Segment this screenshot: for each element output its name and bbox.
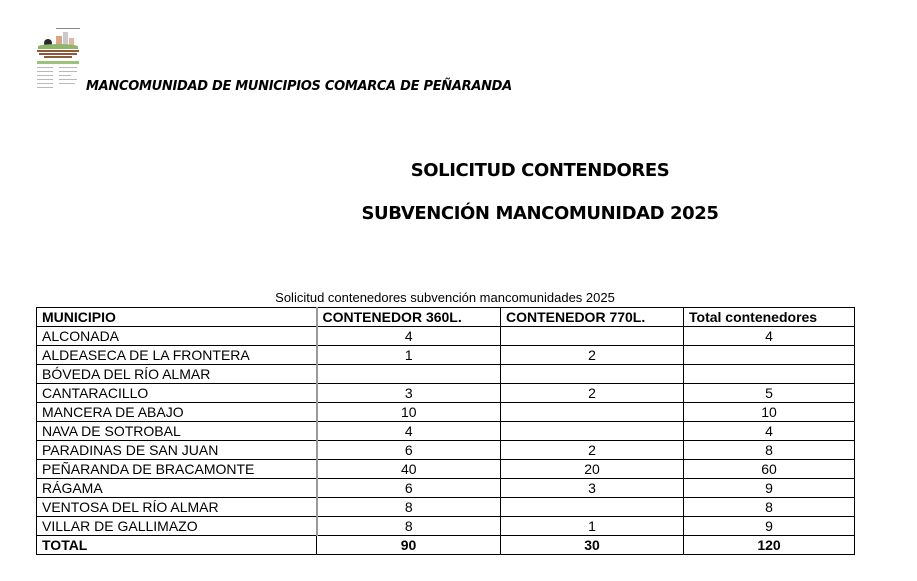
cell-municipio: ALCONADA	[37, 327, 317, 346]
logo-text-line	[44, 56, 72, 58]
logo-list-line	[59, 71, 77, 72]
cell-total-770l: 30	[501, 536, 684, 555]
column-header-total: Total contenedores	[684, 308, 855, 327]
cell-360l: 40	[317, 460, 501, 479]
cell-770l: 2	[501, 346, 684, 365]
cell-municipio: PARADINAS DE SAN JUAN	[37, 441, 317, 460]
cell-770l	[501, 422, 684, 441]
cell-municipio: RÁGAMA	[37, 479, 317, 498]
logo-green-band	[37, 61, 79, 64]
column-header-municipio: MUNICIPIO	[37, 308, 317, 327]
cell-360l: 8	[317, 517, 501, 536]
logo-list-line	[59, 83, 75, 84]
cell-grand-total: 120	[684, 536, 855, 555]
table-header-row	[37, 308, 855, 327]
cell-360l: 3	[317, 384, 501, 403]
table-row	[37, 422, 855, 441]
cell-total: 4	[684, 327, 855, 346]
logo-list-line	[37, 87, 53, 88]
cell-total	[684, 365, 855, 384]
cell-770l: 2	[501, 441, 684, 460]
cell-municipio: VENTOSA DEL RÍO ALMAR	[37, 498, 317, 517]
cell-total-label: TOTAL	[37, 536, 317, 555]
logo-list-line	[37, 75, 53, 76]
cell-total: 5	[684, 384, 855, 403]
cell-total: 10	[684, 403, 855, 422]
table-row	[37, 346, 855, 365]
cell-360l: 8	[317, 498, 501, 517]
cell-770l	[501, 498, 684, 517]
organization-logo	[34, 28, 82, 94]
cell-municipio: BÓVEDA DEL RÍO ALMAR	[37, 365, 317, 384]
cell-total: 8	[684, 498, 855, 517]
cell-770l: 3	[501, 479, 684, 498]
cell-municipio: PEÑARANDA DE BRACAMONTE	[37, 460, 317, 479]
cell-770l: 20	[501, 460, 684, 479]
cell-360l: 6	[317, 441, 501, 460]
cell-360l: 10	[317, 403, 501, 422]
column-header-360l: CONTENEDOR 360L.	[317, 308, 501, 327]
cell-770l: 2	[501, 384, 684, 403]
organization-name: MANCOMUNIDAD DE MUNICIPIOS COMARCA DE PEÑARANDA	[86, 79, 512, 94]
table-row	[37, 384, 855, 403]
table-row	[37, 460, 855, 479]
cell-municipio: VILLAR DE GALLIMAZO	[37, 517, 317, 536]
table-row	[37, 479, 855, 498]
cell-municipio: NAVA DE SOTROBAL	[37, 422, 317, 441]
table-row	[37, 517, 855, 536]
cell-770l	[501, 403, 684, 422]
logo-text-line	[39, 53, 77, 55]
logo-list-line	[37, 67, 53, 68]
cell-total: 9	[684, 517, 855, 536]
table-caption: Solicitud contenedores subvención mancomunidades 2025	[275, 290, 615, 305]
cell-360l: 1	[317, 346, 501, 365]
logo-list-line	[59, 75, 71, 76]
logo-hill-icon	[38, 44, 78, 49]
table-row	[37, 498, 855, 517]
cell-municipio: CANTARACILLO	[37, 384, 317, 403]
cell-municipio: MANCERA DE ABAJO	[37, 403, 317, 422]
column-header-770l: CONTENEDOR 770L.	[501, 308, 684, 327]
cell-total: 4	[684, 422, 855, 441]
cell-770l: 1	[501, 517, 684, 536]
logo-list-line	[37, 71, 53, 72]
cell-total: 8	[684, 441, 855, 460]
cell-360l	[317, 365, 501, 384]
table-row	[37, 403, 855, 422]
logo-rule	[56, 28, 80, 29]
table-total-row	[37, 536, 855, 555]
cell-360l: 4	[317, 327, 501, 346]
cell-total	[684, 346, 855, 365]
containers-table	[36, 307, 855, 555]
logo-text-line	[37, 50, 79, 52]
cell-360l: 4	[317, 422, 501, 441]
document-subtitle: SUBVENCIÓN MANCOMUNIDAD 2025	[361, 203, 719, 224]
cell-total: 60	[684, 460, 855, 479]
cell-360l: 6	[317, 479, 501, 498]
document-title: SOLICITUD CONTENDORES	[410, 160, 670, 181]
logo-list-line	[59, 67, 77, 68]
cell-770l	[501, 365, 684, 384]
table-row	[37, 365, 855, 384]
logo-list-line	[37, 79, 53, 80]
table-row	[37, 441, 855, 460]
logo-list-line	[59, 79, 77, 80]
table-row	[37, 327, 855, 346]
cell-total: 9	[684, 479, 855, 498]
cell-total-360l: 90	[317, 536, 501, 555]
cell-municipio: ALDEASECA DE LA FRONTERA	[37, 346, 317, 365]
cell-770l	[501, 327, 684, 346]
logo-list-line	[37, 83, 53, 84]
